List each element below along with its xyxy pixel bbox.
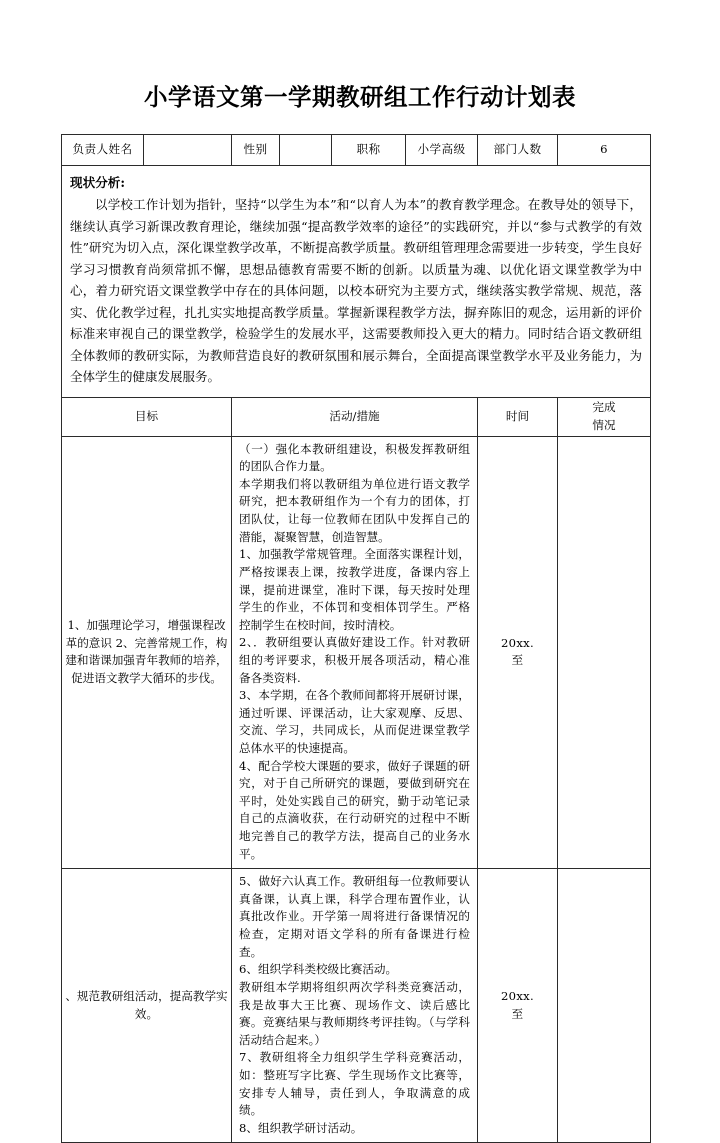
dept-count-label: 部门人数 xyxy=(478,135,558,166)
time-cell xyxy=(478,436,558,869)
analysis-row xyxy=(62,166,651,398)
activity-cell xyxy=(232,869,478,1143)
activity-cell xyxy=(232,436,478,869)
status-cell[interactable] xyxy=(558,436,651,869)
activity-item: 教研组本学期将组织两次学科类竞赛活动，我是故事大王比赛、现场作文、读后感比赛。竞赛结果与教师期终考评挂钩。（与学科活动结合起来。） xyxy=(239,979,470,1047)
analysis-body: 以学校工作计划为指针，坚持“以学生为本”和“以育人为本”的教育教学理念。在教导处的领导下，继续认真学习新课改教育理论，继续加强“提高教学效率的途径”的实践研究，并以“参与式教学的有效性”研究为切入点，深化课堂教学改革，不断提高教学质量。教研组管理理念需要进一步转变，学生良好学习习惯教育尚须常抓不懈，思想品德教育需要不断的创新。以质量为魂、以优化语文课堂教学为中心，着力研究语文课堂教学中存在的具体问题，以校本研究为主要方式，继续落实教学常规、规范，落实、优化教学过程，扎扎实实地提高教学质量。掌握新课程教学方法，摒弃陈旧的观念，运用新的评价标准来审视自己的课堂教学，检验学生的发展水平，这需要教师投入更大的精力。同时结合语文教研组全体教师的教研实际，为教师营造良好的教研氛围和展示舞台，全面提高课堂教学水平及业务能力，为全体学生的健康发展服务。 xyxy=(70,197,642,385)
gender-label: 性别 xyxy=(232,135,280,166)
time-separator: 至 xyxy=(511,1006,524,1021)
activity-item: 5、做好六认真工作。教研组每一位教师要认真备课，认真上课，科学合理布置作业，认真批改作业。开学第一周将进行备课情况的检查，定期对语文学科的所有备课进行检查。 xyxy=(239,874,470,959)
activity-item: 本学期我们将以教研组为单位进行语文教学研究，把本教研组作为一个有力的团体，打团队仗，让每一位教师在团队中发挥自己的潜能，凝聚智慧，创造智慧。 xyxy=(239,476,470,544)
leader-name-value[interactable] xyxy=(144,135,232,166)
info-row xyxy=(62,135,651,166)
goal-cell: 1、加强理论学习，增强课程改革的意识 2、完善常规工作，构建和谐课加强青年教师的培养，促进语文教学大循环的步伐。 xyxy=(62,436,232,869)
time-start: 20xx. xyxy=(500,989,534,1004)
column-header-row xyxy=(62,397,651,436)
work-plan-table xyxy=(61,134,651,1143)
leader-name-label: 负责人姓名 xyxy=(62,135,144,166)
column-header-time: 时间 xyxy=(478,397,558,436)
activity-item: 6、组织学科类校级比赛活动。 xyxy=(239,962,398,977)
goal-cell: 、规范教研组活动，提高教学实效。 xyxy=(62,869,232,1143)
page-title: 小学语文第一学期教研组工作行动计划表 xyxy=(144,83,576,111)
column-header-status xyxy=(558,397,651,436)
time-cell xyxy=(478,869,558,1143)
job-title-value[interactable]: 小学高级 xyxy=(406,135,478,166)
analysis-cell xyxy=(62,166,651,398)
activity-item: 8、组织教学研讨活动。 xyxy=(239,1120,363,1135)
status-cell[interactable] xyxy=(558,869,651,1143)
activity-item: （一）强化本教研组建设，积极发挥教研组的团队合作力量。 xyxy=(239,441,470,474)
column-header-status-line1: 完成 xyxy=(592,400,616,415)
time-start: 20xx. xyxy=(500,635,534,650)
activity-item: 4、配合学校大课题的要求，做好子课题的研究，对于自己所研究的课题，要做到研究在平时，处处实践自己的研究，勤于动笔记录自己的点滴收获，在行动研究的过程中不断地完善自己的教学方法，提高自己的业务水平。 xyxy=(239,758,470,861)
analysis-heading: 现状分析: xyxy=(70,175,126,190)
activity-item: 7、教研组将全力组织学生学科竞赛活动，如：整班写字比赛、学生现场作文比赛等，安排专人辅导，责任到人，争取满意的成绩。 xyxy=(239,1050,470,1118)
column-header-goal: 目标 xyxy=(62,397,232,436)
activity-item: 3、本学期，在各个教师间都将开展研讨课，通过听课、评课活动，让大家观摩、反思、交流、学习，共同成长，从而促进课堂教学总体水平的快速提高。 xyxy=(239,688,470,755)
time-separator: 至 xyxy=(511,653,524,668)
table-row xyxy=(62,869,651,1143)
column-header-activity: 活动/措施 xyxy=(232,397,478,436)
gender-value[interactable] xyxy=(280,135,332,166)
job-title-label: 职称 xyxy=(332,135,406,166)
column-header-status-line2: 情况 xyxy=(592,417,616,432)
dept-count-value[interactable]: 6 xyxy=(558,135,651,166)
table-row xyxy=(62,436,651,869)
activity-item: 2、．教研组要认真做好建设工作。针对教研组的考评要求，积极开展各项活动，精心准备各类资料. xyxy=(239,635,470,685)
activity-item: 1、加强教学常规管理。全面落实课程计划，严格按课表上课，按教学进度，备课内容上课，提前进课堂，准时下课，每天按时处理学生的作业，不体罚和变相体罚学生。严格控制学生在校时间，按时清校。 xyxy=(239,547,470,632)
